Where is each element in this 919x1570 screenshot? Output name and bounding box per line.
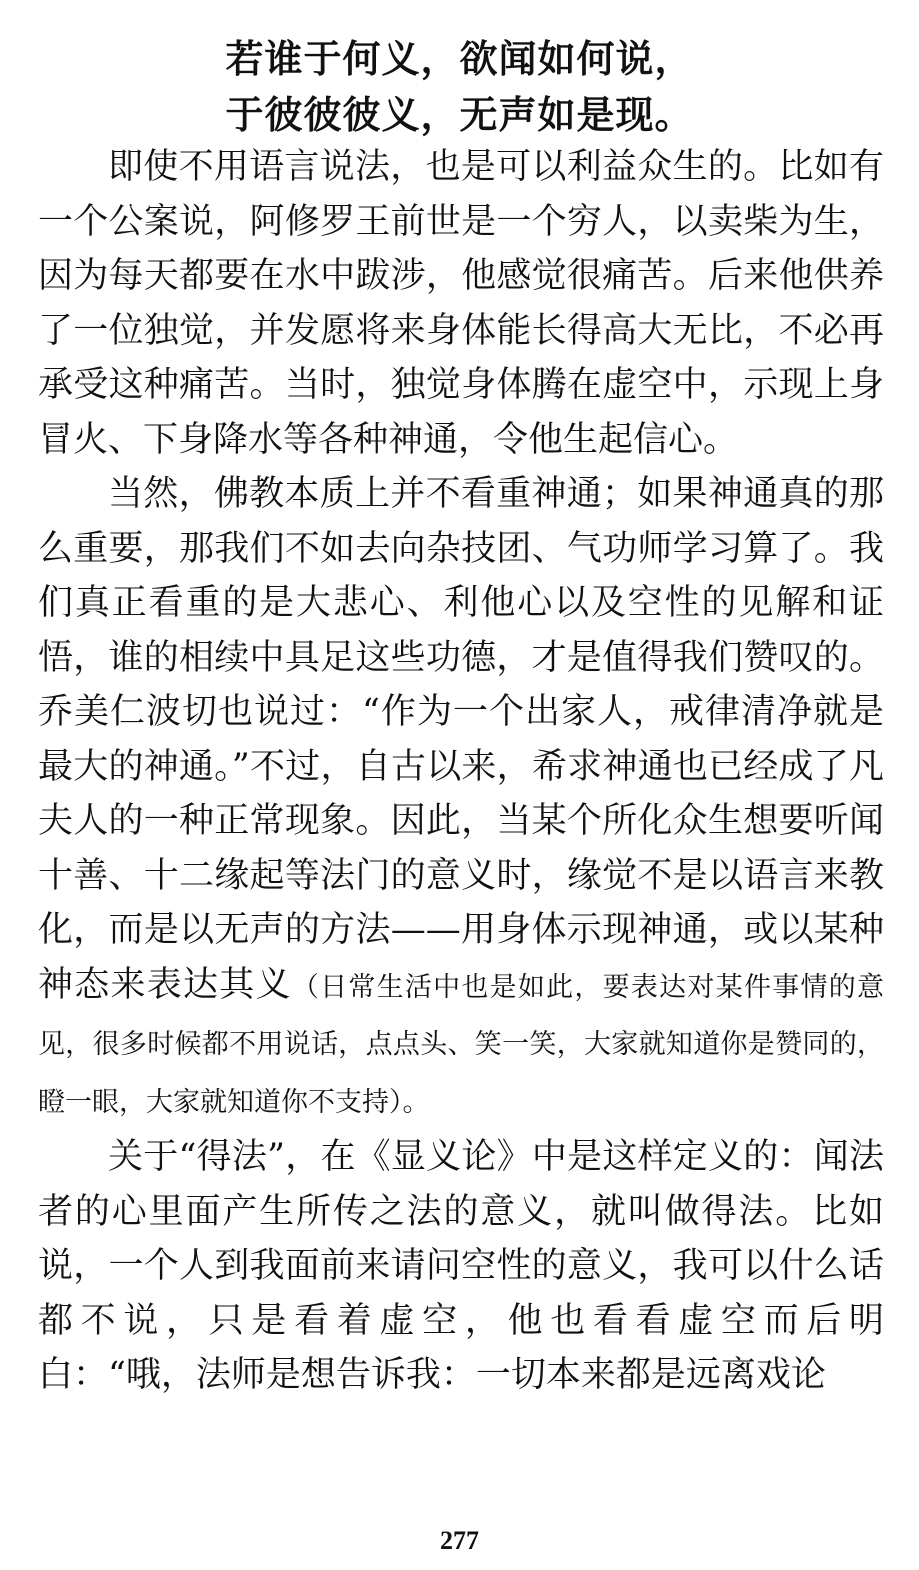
parenthetical-note: （日常生活中也是如此，要表达对某件事情的意见，很多时候都不用说话，点点头、笑一笑，大家就知道你是赞同的，瞪一眼，大家就知道你不支持）。 — [38, 971, 884, 1118]
page-number: 277 — [440, 1526, 479, 1555]
paragraph-3 — [38, 1130, 884, 1403]
paragraph-1 — [38, 140, 884, 467]
body-text — [38, 140, 884, 1403]
paragraph-2 — [38, 467, 884, 1130]
verse-line-2: 于彼彼彼义，无声如是现。 — [225, 93, 694, 137]
paragraph-2-text: 当然，佛教本质上并不看重神通；如果神通真的那么重要，那我们不如去向杂技团、气功师学习算了。我们真正看重的是大悲心、利他心以及空性的见解和证悟，谁的相续中具足这些功德，才是值得我们赞叹的。乔美仁波切也说过：“作为一个出家人，戒律清净就是最大的神通。”不过，自古以来，希求神通也已经成了凡夫人的一种正常现象。因此，当某个所化众生想要听闻十善、十二缘起等法门的意义时，缘觉不是以语言来教化，而是以无声的方法——用身体示现神通，或以某种神态来表达其义 — [38, 474, 884, 1005]
verse-line-1: 若谁于何义，欲闻如何说， — [225, 37, 694, 81]
paragraph-3-text: 关于“得法”，在《显义论》中是这样定义的：闻法者的心里面产生所传之法的意义，就叫做得法。比如说，一个人到我面前来请问空性的意义，我可以什么话都不说，只是看着虚空，他也看看虚空而后明白：“哦，法师是想告诉我：一切本来都是远离戏论 — [38, 1137, 884, 1395]
paragraph-1-text: 即使不用语言说法，也是可以利益众生的。比如有一个公案说，阿修罗王前世是一个穷人，以卖柴为生，因为每天都要在水中跋涉，他感觉很痛苦。后来他供养了一位独觉，并发愿将来身体能长得高大无比，不必再承受这种痛苦。当时，独觉身体腾在虚空中，示现上身冒火、下身降水等各种神通，令他生起信心。 — [38, 147, 884, 460]
